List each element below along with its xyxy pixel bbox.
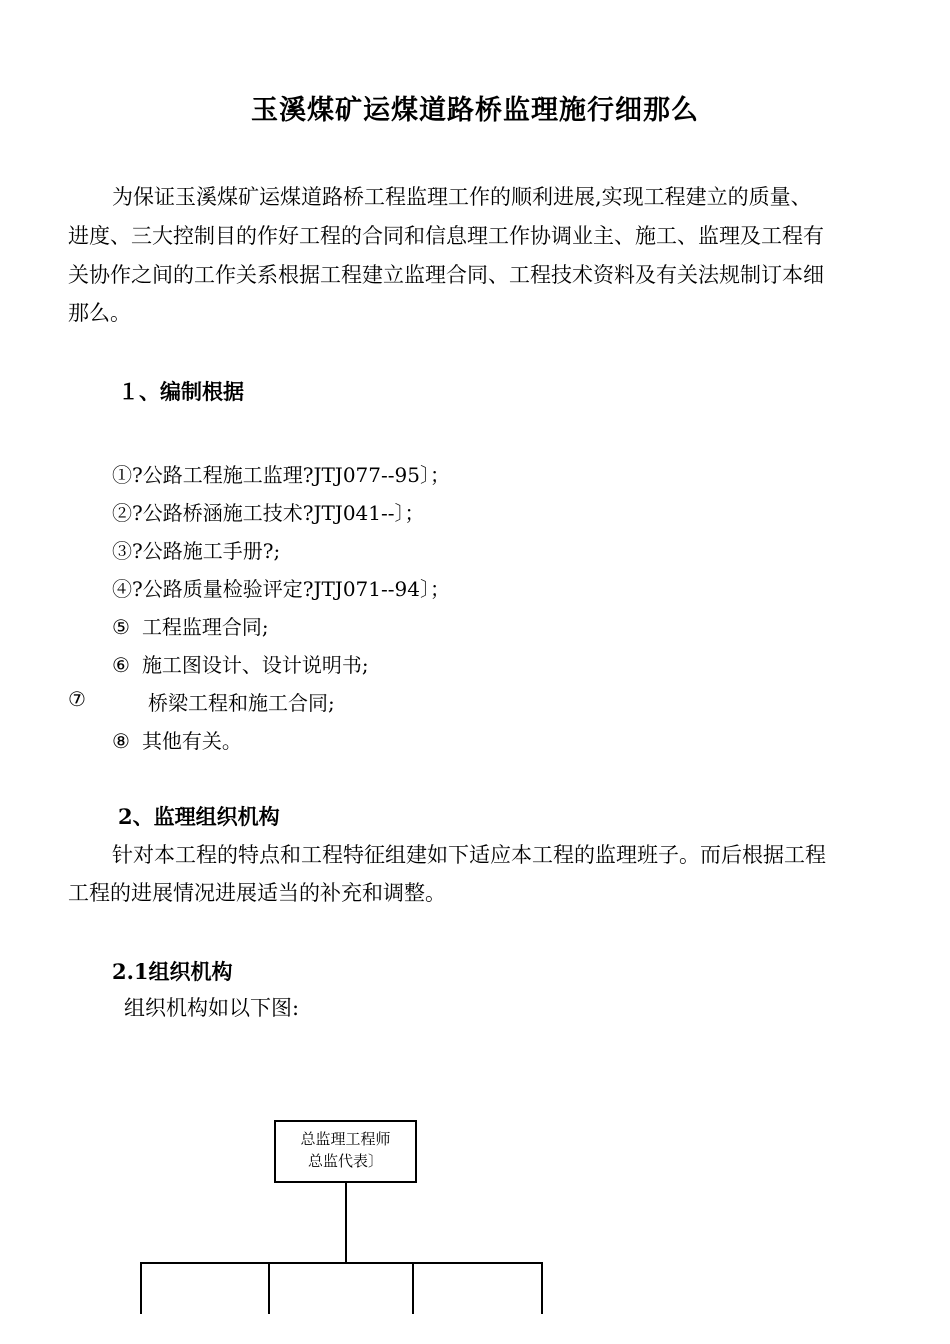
item-text: ?公路施工手册?; bbox=[132, 539, 281, 563]
reference-item-2 bbox=[112, 497, 425, 526]
intro-line-4: 那么。 bbox=[68, 301, 131, 325]
chief-supervisor-box bbox=[274, 1120, 417, 1183]
item-marker: ① bbox=[112, 463, 132, 487]
item-marker: ⑥ bbox=[112, 653, 130, 677]
chief-supervisor-line-2: 总监代表〕 bbox=[307, 1152, 383, 1170]
item-marker: ⑤ bbox=[112, 615, 130, 639]
reference-item-4 bbox=[112, 573, 450, 602]
org-branch-4 bbox=[541, 1262, 543, 1314]
section-2-line-1: 针对本工程的特点和工程特征组建如下适应本工程的监理班子。而后根据工程 bbox=[112, 843, 826, 867]
item-text: ?公路桥涵施工技术?JTJ041--〕； bbox=[132, 501, 425, 525]
org-branch-2 bbox=[268, 1262, 270, 1314]
intro-line-1: 为保证玉溪煤矿运煤道路桥工程监理工作的顺利进展,实现工程建立的质量、 bbox=[112, 185, 812, 209]
reference-item-1 bbox=[112, 459, 450, 488]
item-text: ?公路质量检验评定?JTJ071--94〕； bbox=[132, 577, 450, 601]
section-2-line-2: 工程的进展情况进展适当的补充和调整。 bbox=[68, 881, 446, 905]
item-marker: ④ bbox=[112, 577, 132, 601]
intro-line-3: 关协作之间的工作关系根据工程建立监理合同、工程技术资料及有关法规制订本细 bbox=[68, 263, 824, 287]
intro-line-2: 进度、三大控制目的作好工程的合同和信息理工作协调业主、施工、监理及工程有 bbox=[68, 224, 824, 248]
org-branch-3 bbox=[412, 1262, 414, 1314]
org-chart-caption: 组织机构如以下图: bbox=[124, 996, 300, 1020]
section-2-heading: 2、监理组织机构 bbox=[118, 804, 280, 829]
item-text: 施工图设计、设计说明书; bbox=[141, 653, 369, 677]
reference-item-7-text: 桥梁工程和施工合同; bbox=[148, 691, 335, 715]
document-title: 玉溪煤矿运煤道路桥监理施行细那么 bbox=[251, 95, 699, 126]
reference-item-7-marker: ⑦ bbox=[68, 687, 86, 711]
item-marker: ⑧ bbox=[112, 729, 130, 753]
reference-item-5 bbox=[112, 611, 269, 640]
section-1-heading: １、编制根据 bbox=[118, 379, 244, 404]
section-2-1-heading: 2.1组织机构 bbox=[112, 959, 233, 984]
item-text: 其他有关。 bbox=[141, 729, 242, 753]
org-horizontal-connector bbox=[140, 1262, 543, 1264]
chief-supervisor-line-1: 总监理工程师 bbox=[300, 1130, 391, 1148]
item-text: 工程监理合同; bbox=[141, 615, 269, 639]
reference-item-3 bbox=[112, 535, 280, 564]
item-marker: ③ bbox=[112, 539, 132, 563]
reference-item-8 bbox=[112, 725, 242, 754]
reference-item-6 bbox=[112, 649, 369, 678]
org-branch-1 bbox=[140, 1262, 142, 1314]
item-marker: ② bbox=[112, 501, 132, 525]
org-vertical-connector bbox=[345, 1183, 347, 1263]
item-text: ?公路工程施工监理?JTJ077--95〕； bbox=[132, 463, 450, 487]
